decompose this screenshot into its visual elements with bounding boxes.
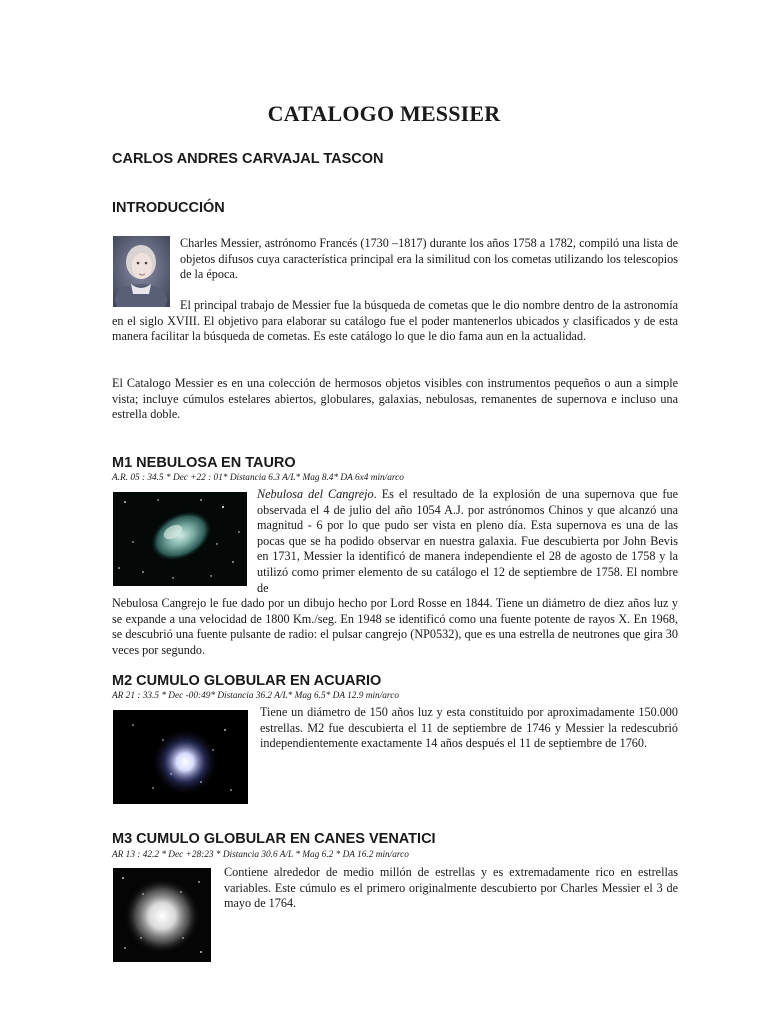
- intro-paragraph-2: El principal trabajo de Messier fue la búsqueda de cometas que le dio nombre dentro de la astronomía en el siglo XVIII. El objetivo para elaborar su catálogo fue el poder mantenerlos ubicados y clasificados y de esta manera facilitar la búsqueda de cometas. Es este catálogo lo que le dio fama aun en la actualidad.: [112, 298, 678, 344]
- m3-coordinates: AR 13 : 42.2 * Dec +28:23 * Distancia 30.6 A/L * Mag 6.2 * DA 16.2 min/arco: [112, 850, 409, 860]
- document-title: CATALOGO MESSIER: [267, 101, 501, 126]
- m3-description: Contiene alrededor de medio millón de estrellas y es extremadamente rico en estrellas variables. Este cúmulo es el primero originalmente descubierto por Charles Messier el 3 de mayo de 1764.: [224, 865, 678, 911]
- m1-crab-nebula-image: [113, 492, 247, 586]
- m1-text-wrapped: [257, 487, 678, 596]
- m1-heading: M1 NEBULOSA EN TAURO: [112, 455, 296, 471]
- m2-description: Tiene un diámetro de 150 años luz y esta constituido por aproximadamente 150.000 estrellas. M2 fue descubierta el 11 de septiembre de 1746 y Messier la redescubrió independientemente exactamente 14 años después el 11 de septiembre de 1760.: [260, 705, 678, 751]
- intro-paragraph-3: El Catalogo Messier es en una colección de hermosos objetos visibles con instrumentos pequeños o aun a simple vista; incluye cúmulos estelares abiertos, globulares, galaxias, nebulosas, remanentes de supernova e incluso una estrella doble.: [112, 376, 678, 422]
- m3-heading: M3 CUMULO GLOBULAR EN CANES VENATICI: [112, 831, 436, 847]
- portrait-image: [113, 236, 170, 307]
- m2-globular-cluster-image: [113, 710, 248, 804]
- m1-nebula-name: Nebulosa del Cangrejo: [257, 487, 374, 501]
- m2-heading: M2 CUMULO GLOBULAR EN ACUARIO: [112, 673, 382, 689]
- intro-heading: INTRODUCCIÓN: [112, 200, 225, 216]
- m2-coordinates: AR 21 : 33.5 * Dec -00:49* Distancia 36.2 A/L* Mag 6.5* DA 12.9 min/arco: [112, 691, 399, 701]
- m1-coordinates: A.R. 05 : 34.5 * Dec +22 : 01* Distancia 6.3 A/L* Mag 8.4* DA 6x4 min/arco: [112, 473, 404, 483]
- m1-text-continued: Nebulosa Cangrejo le fue dado por un dibujo hecho por Lord Rosse en 1844. Tiene un diámetro de diez años luz y se expande a una velocidad de 1800 Km./seg. En 1948 se identificó como una fuente potente de rayos X. En 1968, se descubrió una fuente pulsante de radio: el pulsar cangrejo (NP0532), que es una estrella de neutrones que gira 30 veces por segundo.: [112, 596, 678, 657]
- author-name: CARLOS ANDRES CARVAJAL TASCON: [112, 151, 384, 167]
- intro-paragraph-1: Charles Messier, astrónomo Francés (1730 –1817) durante los años 1758 a 1782, compiló una lista de objetos difusos cuya característica principal era la similitud con los cometas utilizando los telescopios de la época.: [180, 236, 678, 282]
- m3-globular-cluster-image: [113, 868, 211, 962]
- m1-description-start: . Es el resultado de la explosión de una supernova que fue observada el 4 de julio del año 1054 A.J. por astrónomos Chinos y que alcanzó una magnitud - 6 por lo que pudo ser vista en pleno día. Esta supernova es una de las pocas que se ha podido observar en nuestra galaxia. Fue descubierta por John Bevis en 1731, Messier la identificó de manera independiente el 28 de agosto de 1758 y la utilizó como primer elemento de su catálogo el 12 de septiembre de 1758. El nombre de: [257, 487, 678, 595]
